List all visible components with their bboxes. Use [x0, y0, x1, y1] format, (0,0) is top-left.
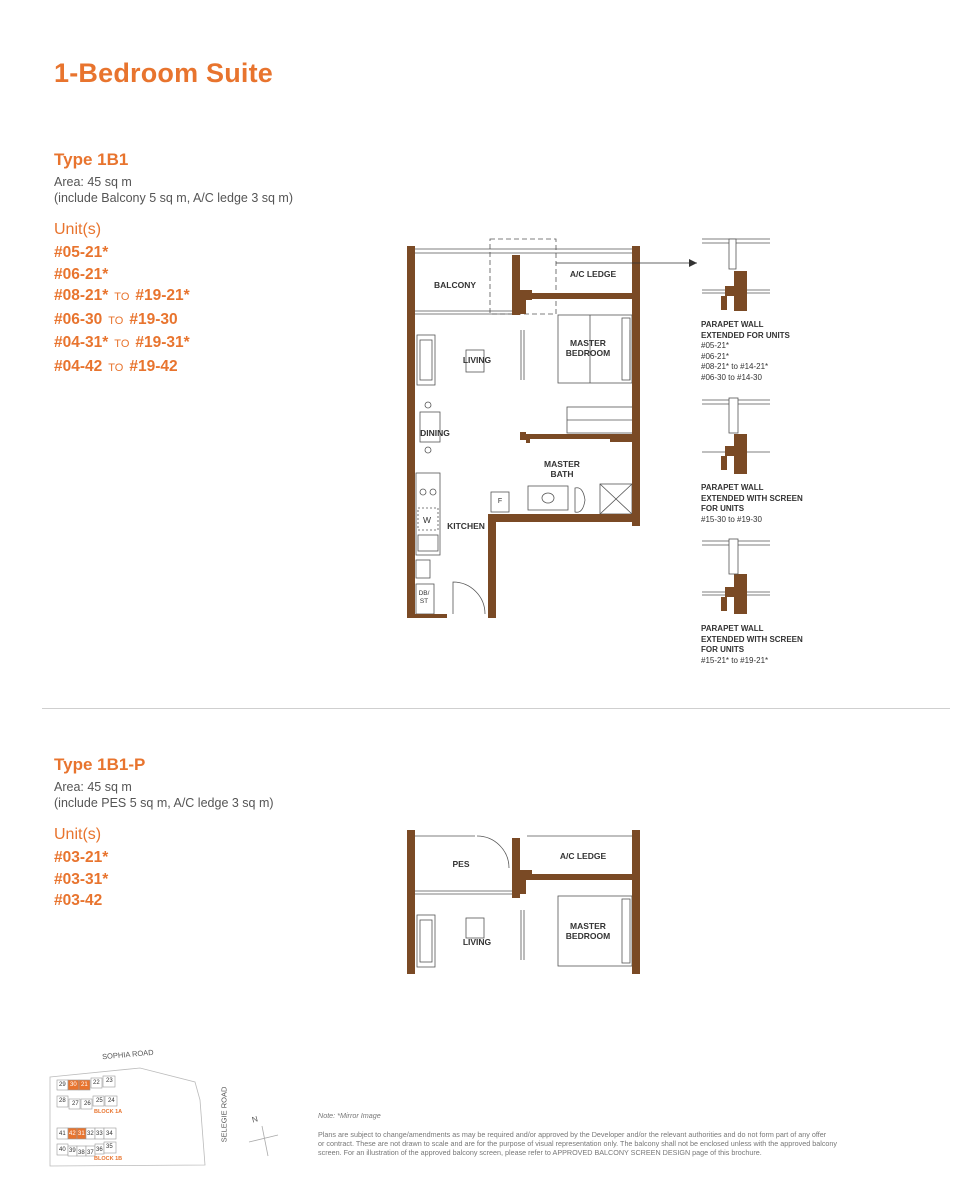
room-pes: PES [452, 859, 470, 869]
room-living: LIVING [462, 355, 492, 365]
room-balcony: BALCONY [433, 280, 477, 290]
unit-line: #04-42 TO #19-42 [54, 357, 178, 375]
unit-line: #04-31* TO #19-31* [54, 334, 190, 351]
parapet-detail-2: PARAPET WALL EXTENDED WITH SCREEN FOR UNITS #15-30 to #19-30 [701, 483, 803, 524]
room-master-bedroom: MASTER BEDROOM [565, 338, 611, 358]
db-st-label: DB/ ST [418, 590, 430, 605]
unit-line: #06-21* [54, 265, 109, 283]
room-ac-ledge: A/C LEDGE [569, 269, 617, 279]
area-note: (include PES 5 sq m, A/C ledge 3 sq m) [54, 796, 274, 810]
room-kitchen: KITCHEN [447, 521, 485, 531]
road-label-top: SOPHIA ROAD [101, 1047, 154, 1062]
unit-line: #03-42 [54, 892, 103, 909]
area-note: (include Balcony 5 sq m, A/C ledge 3 sq m) [54, 191, 294, 205]
units-heading: Unit(s) [54, 221, 102, 238]
unit-line: #05-21* [54, 244, 109, 261]
type-1b1-heading: Type 1B1 [54, 150, 129, 169]
parapet-detail-3: PARAPET WALL EXTENDED WITH SCREEN FOR UNITS #15-21* to #19-21* [701, 624, 803, 665]
road-label-right: SELEGIE ROAD [219, 1086, 229, 1143]
north-arrow: N [250, 1114, 259, 1125]
type-1b1p-heading: Type 1B1-P [54, 755, 146, 774]
washer-label: W [422, 515, 432, 525]
parapet-detail-1: PARAPET WALL EXTENDED FOR UNITS #05-21* #06-21* #08-21* to #14-21* #06-30 to #14-30 [701, 320, 790, 382]
room-master-bedroom: MASTER BEDROOM [565, 921, 611, 941]
page-title: 1-Bedroom Suite [54, 58, 274, 88]
room-dining: DINING [420, 428, 450, 438]
unit-line: #06-30 TO #19-30 [54, 310, 178, 328]
unit-line: #03-21* [54, 849, 109, 866]
area-text: Area: 45 sq m [54, 175, 132, 189]
unit-line: #08-21* TO #19-21* [54, 287, 190, 304]
mirror-note: Note: *Mirror Image [318, 1111, 381, 1120]
disclaimer: Plans are subject to change/amendments as may be required and/or approved by the Developer and/or the relevant authorities and do not form part of any offer or contract. These are not drawn to scale and are for the purpose of visual representation only. The balcony shall not be enclosed unless with the approved balcony screen. For an illustration of the approved balcony screen, please refer to APPROVED BALCONY SCREEN DESIGN page of this brochure. [318, 1130, 838, 1157]
unit-line: #03-31* [54, 870, 109, 888]
room-living: LIVING [462, 937, 492, 947]
block-1b-label: BLOCK 1B [94, 1156, 123, 1162]
units-heading: Unit(s) [54, 826, 102, 843]
block-1a-label: BLOCK 1A [94, 1109, 123, 1115]
room-ac-ledge: A/C LEDGE [559, 851, 607, 861]
area-text: Area: 45 sq m [54, 780, 132, 794]
fridge-label: F [497, 498, 503, 505]
room-master-bath: MASTER BATH [544, 459, 580, 479]
